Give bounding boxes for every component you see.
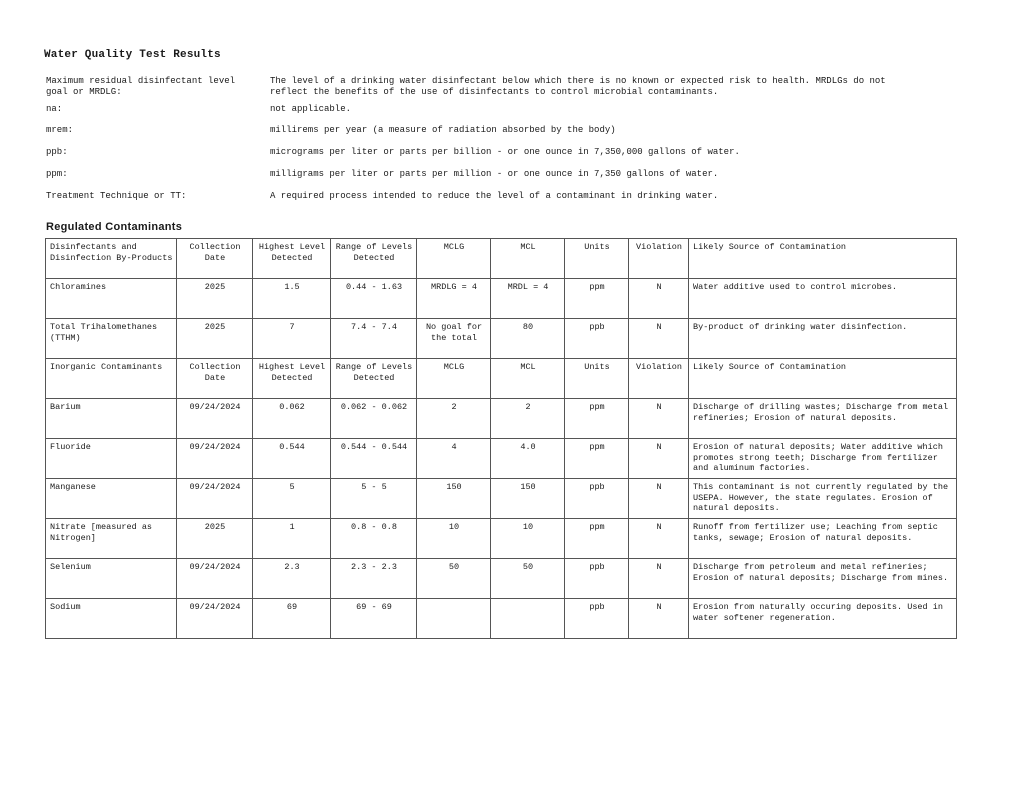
definition-text: millirems per year (a measure of radiation absorbed by the body) bbox=[270, 125, 616, 135]
definition-term: ppm: bbox=[46, 169, 68, 179]
collection-date-cell: 09/24/2024 bbox=[177, 399, 253, 439]
table-row bbox=[46, 479, 957, 519]
mclg-cell: 2 bbox=[417, 399, 491, 439]
column-header-cell: Range of Levels Detected bbox=[331, 359, 417, 399]
collection-date-cell: 09/24/2024 bbox=[177, 479, 253, 519]
source-cell: Discharge of drilling wastes; Discharge from metal refineries; Erosion of natural deposits. bbox=[689, 399, 957, 439]
table-row bbox=[46, 599, 957, 639]
mcl-cell: 4.0 bbox=[491, 439, 565, 479]
units-cell: ppm bbox=[565, 519, 629, 559]
units-cell: ppb bbox=[565, 479, 629, 519]
units-cell: ppb bbox=[565, 599, 629, 639]
mcl-cell: 80 bbox=[491, 319, 565, 359]
highest-level-cell: 2.3 bbox=[253, 559, 331, 599]
column-header-cell: Highest Level Detected bbox=[253, 239, 331, 279]
units-cell: ppm bbox=[565, 399, 629, 439]
source-cell: By-product of drinking water disinfection. bbox=[689, 319, 957, 359]
mcl-cell: 2 bbox=[491, 399, 565, 439]
range-cell: 0.44 - 1.63 bbox=[331, 279, 417, 319]
mclg-cell: 150 bbox=[417, 479, 491, 519]
source-cell: Water additive used to control microbes. bbox=[689, 279, 957, 319]
column-header-cell: Collection Date bbox=[177, 359, 253, 399]
definition-text: not applicable. bbox=[270, 104, 352, 114]
mcl-cell bbox=[491, 599, 565, 639]
violation-cell: N bbox=[629, 479, 689, 519]
collection-date-cell: 09/24/2024 bbox=[177, 439, 253, 479]
contaminant-name-cell: Nitrate [measured as Nitrogen] bbox=[46, 519, 177, 559]
violation-cell: N bbox=[629, 279, 689, 319]
table-row bbox=[46, 519, 957, 559]
violation-cell: N bbox=[629, 319, 689, 359]
range-cell: 0.062 - 0.062 bbox=[331, 399, 417, 439]
table-header-row bbox=[46, 239, 957, 279]
mclg-cell: No goal for the total bbox=[417, 319, 491, 359]
highest-level-cell: 1.5 bbox=[253, 279, 331, 319]
contaminant-name-cell: Barium bbox=[46, 399, 177, 439]
column-header-cell: Collection Date bbox=[177, 239, 253, 279]
range-cell: 7.4 - 7.4 bbox=[331, 319, 417, 359]
column-header-cell: Violation bbox=[629, 359, 689, 399]
mclg-cell: 50 bbox=[417, 559, 491, 599]
column-header-cell: MCL bbox=[491, 239, 565, 279]
collection-date-cell: 09/24/2024 bbox=[177, 559, 253, 599]
column-header-cell: Range of Levels Detected bbox=[331, 239, 417, 279]
range-cell: 0.8 - 0.8 bbox=[331, 519, 417, 559]
highest-level-cell: 0.544 bbox=[253, 439, 331, 479]
violation-cell: N bbox=[629, 399, 689, 439]
units-cell: ppm bbox=[565, 279, 629, 319]
mclg-cell: 10 bbox=[417, 519, 491, 559]
collection-date-cell: 2025 bbox=[177, 519, 253, 559]
source-cell: Discharge from petroleum and metal refineries; Erosion of natural deposits; Discharge from mines. bbox=[689, 559, 957, 599]
column-header-cell: MCLG bbox=[417, 239, 491, 279]
contaminant-name-cell: Chloramines bbox=[46, 279, 177, 319]
contaminant-name-cell: Total Trihalomethanes (TTHM) bbox=[46, 319, 177, 359]
range-cell: 5 - 5 bbox=[331, 479, 417, 519]
column-header-cell: Highest Level Detected bbox=[253, 359, 331, 399]
collection-date-cell: 2025 bbox=[177, 319, 253, 359]
column-header-cell: MCL bbox=[491, 359, 565, 399]
mcl-cell: 50 bbox=[491, 559, 565, 599]
mclg-cell bbox=[417, 599, 491, 639]
column-header-cell: Likely Source of Contamination bbox=[689, 239, 957, 279]
mclg-cell: 4 bbox=[417, 439, 491, 479]
contaminant-name-cell: Sodium bbox=[46, 599, 177, 639]
column-header-cell: Violation bbox=[629, 239, 689, 279]
definition-term: na: bbox=[46, 104, 63, 114]
highest-level-cell: 5 bbox=[253, 479, 331, 519]
violation-cell: N bbox=[629, 559, 689, 599]
units-cell: ppm bbox=[565, 439, 629, 479]
table-row bbox=[46, 319, 957, 359]
table-row bbox=[46, 279, 957, 319]
contaminant-name-cell: Fluoride bbox=[46, 439, 177, 479]
column-header-cell: Likely Source of Contamination bbox=[689, 359, 957, 399]
source-cell: Erosion of natural deposits; Water additive which promotes strong teeth; Discharge from fertilizer and aluminum factories. bbox=[689, 439, 957, 479]
section-title: Regulated Contaminants bbox=[46, 221, 183, 233]
units-cell: ppb bbox=[565, 559, 629, 599]
table-header-row bbox=[46, 359, 957, 399]
mcl-cell: 10 bbox=[491, 519, 565, 559]
definition-term: mrem: bbox=[46, 125, 74, 135]
highest-level-cell: 1 bbox=[253, 519, 331, 559]
definition-term: ppb: bbox=[46, 147, 68, 157]
source-cell: Runoff from fertilizer use; Leaching from septic tanks, sewage; Erosion of natural deposits. bbox=[689, 519, 957, 559]
contaminant-name-cell: Selenium bbox=[46, 559, 177, 599]
contaminant-name-cell: Manganese bbox=[46, 479, 177, 519]
definition-text: milligrams per liter or parts per million - or one ounce in 7,350 gallons of water. bbox=[270, 169, 719, 179]
table-row bbox=[46, 399, 957, 439]
highest-level-cell: 69 bbox=[253, 599, 331, 639]
column-header-cell: Units bbox=[565, 239, 629, 279]
range-cell: 69 - 69 bbox=[331, 599, 417, 639]
definition-text: micrograms per liter or parts per billion - or one ounce in 7,350,000 gallons of water. bbox=[270, 147, 740, 157]
column-header-cell: Inorganic Contaminants bbox=[46, 359, 177, 399]
source-cell: Erosion from naturally occuring deposits. Used in water softener regeneration. bbox=[689, 599, 957, 639]
column-header-cell: Units bbox=[565, 359, 629, 399]
collection-date-cell: 09/24/2024 bbox=[177, 599, 253, 639]
definition-text: A required process intended to reduce the level of a contaminant in drinking water. bbox=[270, 191, 719, 201]
range-cell: 2.3 - 2.3 bbox=[331, 559, 417, 599]
definition-term: Treatment Technique or TT: bbox=[46, 191, 187, 201]
range-cell: 0.544 - 0.544 bbox=[331, 439, 417, 479]
column-header-cell: MCLG bbox=[417, 359, 491, 399]
mcl-cell: 150 bbox=[491, 479, 565, 519]
source-cell: This contaminant is not currently regulated by the USEPA. However, the state regulates. Erosion of natural deposits. bbox=[689, 479, 957, 519]
mclg-cell: MRDLG = 4 bbox=[417, 279, 491, 319]
column-header-cell: Disinfectants and Disinfection By-Products bbox=[46, 239, 177, 279]
table-row bbox=[46, 559, 957, 599]
mcl-cell: MRDL = 4 bbox=[491, 279, 565, 319]
highest-level-cell: 0.062 bbox=[253, 399, 331, 439]
table-row bbox=[46, 439, 957, 479]
contaminants-table bbox=[45, 238, 957, 639]
definition-term: Maximum residual disinfectant level goal or MRDLG: bbox=[46, 76, 236, 97]
violation-cell: N bbox=[629, 439, 689, 479]
highest-level-cell: 7 bbox=[253, 319, 331, 359]
page-title: Water Quality Test Results bbox=[44, 49, 221, 61]
violation-cell: N bbox=[629, 519, 689, 559]
violation-cell: N bbox=[629, 599, 689, 639]
collection-date-cell: 2025 bbox=[177, 279, 253, 319]
units-cell: ppb bbox=[565, 319, 629, 359]
definition-text: The level of a drinking water disinfectant below which there is no known or expected risk to health. MRDLGs do not reflect the benefits of the use of disinfectants to control microbial contaminants. bbox=[270, 76, 886, 97]
